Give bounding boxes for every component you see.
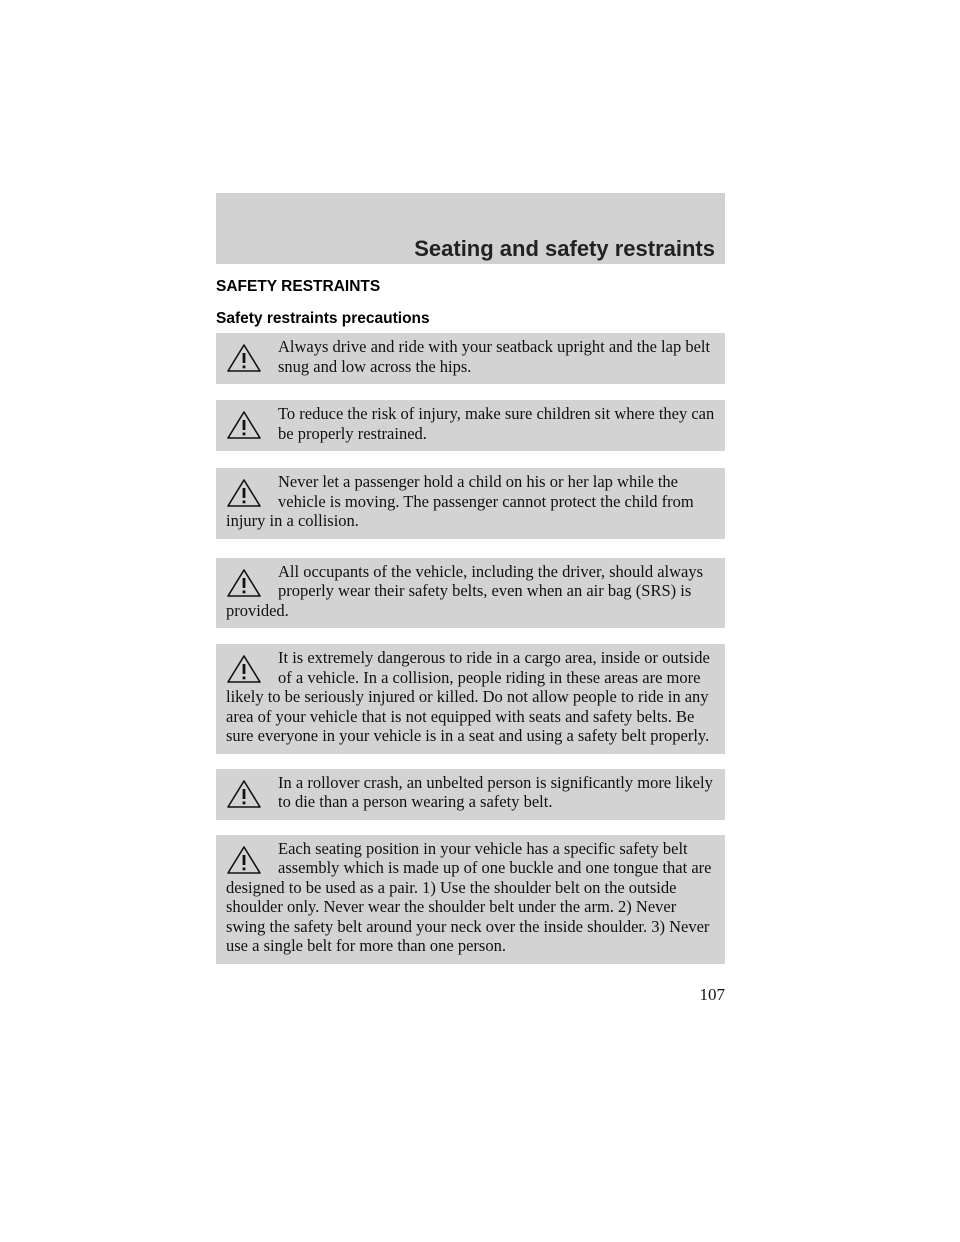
page-number: 107 — [699, 985, 725, 1004]
warning-box — [216, 558, 725, 629]
warning-box — [216, 400, 725, 451]
warning-triangle-icon — [226, 478, 262, 508]
page-header-title: Seating and safety restraints — [414, 236, 715, 261]
warning-text: Always drive and ride with your seatback upright and the lap belt snug and low across the hips. — [278, 337, 711, 376]
warning-triangle-icon — [226, 343, 262, 373]
warnings-list — [216, 333, 725, 979]
warning-triangle-icon — [226, 410, 262, 440]
warning-box — [216, 333, 725, 384]
warning-triangle-icon — [226, 654, 262, 684]
warning-text: All occupants of the vehicle, including the driver, should always properly wear their safety belts, even when an air bag (SRS) is provided. — [226, 561, 704, 620]
warning-box — [216, 468, 725, 539]
section-title: SAFETY RESTRAINTS — [216, 278, 381, 295]
warning-text: Each seating position in your vehicle has a specific safety belt assembly which is made up of one buckle and one tongue that are designed to be used as a pair. 1) Use the shoulder belt on the outside shoulder only. Never wear the shoulder belt under the arm. 2) Never swing the safety belt around your neck over the inside shoulder. 3) Never use a single belt for more than one person. — [226, 838, 712, 955]
warning-text: Never let a passenger hold a child on his or her lap while the vehicle is moving. The passenger cannot protect the child from injury in a collision. — [226, 472, 694, 530]
warning-triangle-icon — [226, 779, 262, 809]
warning-box — [216, 644, 725, 754]
warning-text: It is extremely dangerous to ride in a cargo area, inside or outside of a vehicle. In a collision, people riding in these areas are more likely to be seriously injured or killed. Do not allow people to ride in any area of your vehicle that is not equipped with seats and safety belts. Be sure everyone in your vehicle is in a seat and using a safety belt properly. — [226, 648, 710, 745]
warning-box — [216, 835, 725, 964]
warning-text: To reduce the risk of injury, make sure children sit where they can be properly restrained. — [278, 404, 715, 443]
warning-box — [216, 769, 725, 820]
page-header — [216, 193, 725, 264]
warning-triangle-icon — [226, 845, 262, 875]
section-subtitle: Safety restraints precautions — [216, 310, 430, 327]
warning-text: In a rollover crash, an unbelted person is significantly more likely to die than a person wearing a safety belt. — [278, 772, 713, 811]
warning-triangle-icon — [226, 568, 262, 598]
